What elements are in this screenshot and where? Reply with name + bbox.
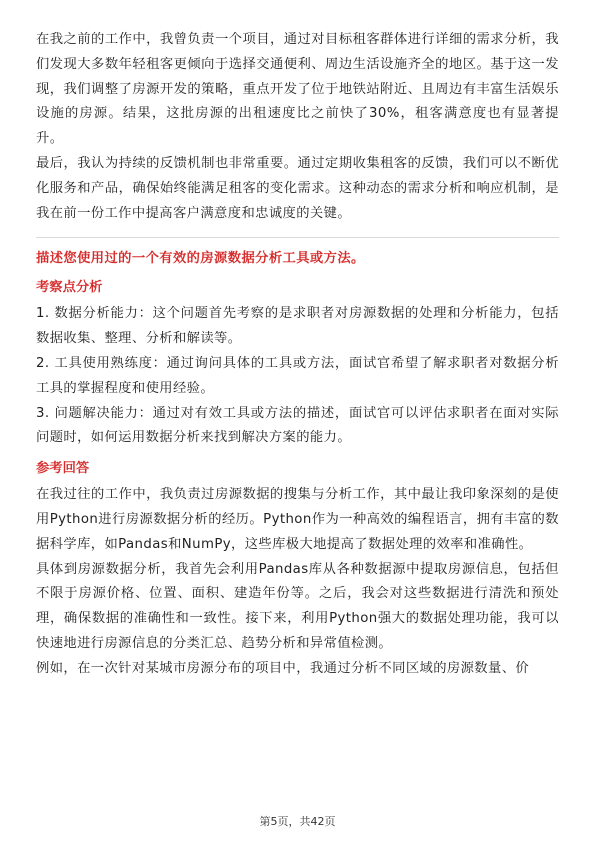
page-number-footer: 第5页，共42页 (259, 815, 336, 828)
analysis-item-3: 3. 问题解决能力：通过对有效工具或方法的描述，面试官可以评估求职者在面对实际问题时，如何运用数据分析来找到解决方案的能力。 (36, 405, 559, 446)
answer-paragraph-1: 在我过往的工作中，我负责过房源数据的搜集与分析工作，其中最让我印象深刻的是使用Python进行房源数据分析的经历。Python作为一种高效的编程语言，拥有丰富的数据科学库，如Pandas和NumPy，这些库极大地提高了数据处理的效率和准确性。 (36, 487, 559, 552)
section-divider (36, 237, 559, 238)
analysis-item-1: 1. 数据分析能力：这个问题首先考察的是求职者对房源数据的处理和分析能力，包括数据收集、整理、分析和解读等。 (36, 306, 559, 347)
question-heading: 描述您使用过的一个有效的房源数据分析工具或方法。 (36, 251, 365, 267)
answer-paragraph-2: 具体到房源数据分析，我首先会利用Pandas库从各种数据源中提取房源信息，包括但不限于房源价格、位置、面积、建造年份等。之后，我会对这些数据进行清洗和预处理，确保数据的准确性和一致性。接下来，利用Python强大的数据处理功能，我可以快速地进行房源信息的分类汇总、趋势分析和异常值检测。 (36, 561, 559, 651)
intro-paragraph-1: 在我之前的工作中，我曾负责一个项目，通过对目标租客群体进行详细的需求分析，我们发现大多数年轻租客更倾向于选择交通便利、周边生活设施齐全的地区。基于这一发现，我们调整了房源开发的策略，重点开发了位于地铁站附近、且周边有丰富生活娱乐设施的房源。结果，这批房源的出租速度比之前快了30%，租客满意度也有显著提升。 (36, 32, 559, 147)
intro-paragraph-2: 最后，我认为持续的反馈机制也非常重要。通过定期收集租客的反馈，我们可以不断优化服务和产品，确保始终能满足租客的变化需求。这种动态的需求分析和响应机制，是我在前一份工作中提高客户满意度和忠诚度的关键。 (36, 155, 559, 221)
answer-title: 参考回答 (36, 461, 90, 477)
answer-paragraph-3: 例如，在一次针对某城市房源分布的项目中，我通过分析不同区域的房源数量、价 (36, 660, 530, 676)
analysis-item-2: 2. 工具使用熟练度：通过询问具体的工具或方法，面试官希望了解求职者对数据分析工具的掌握程度和使用经验。 (36, 355, 559, 396)
analysis-title: 考察点分析 (36, 280, 103, 296)
document-page (36, 28, 559, 682)
